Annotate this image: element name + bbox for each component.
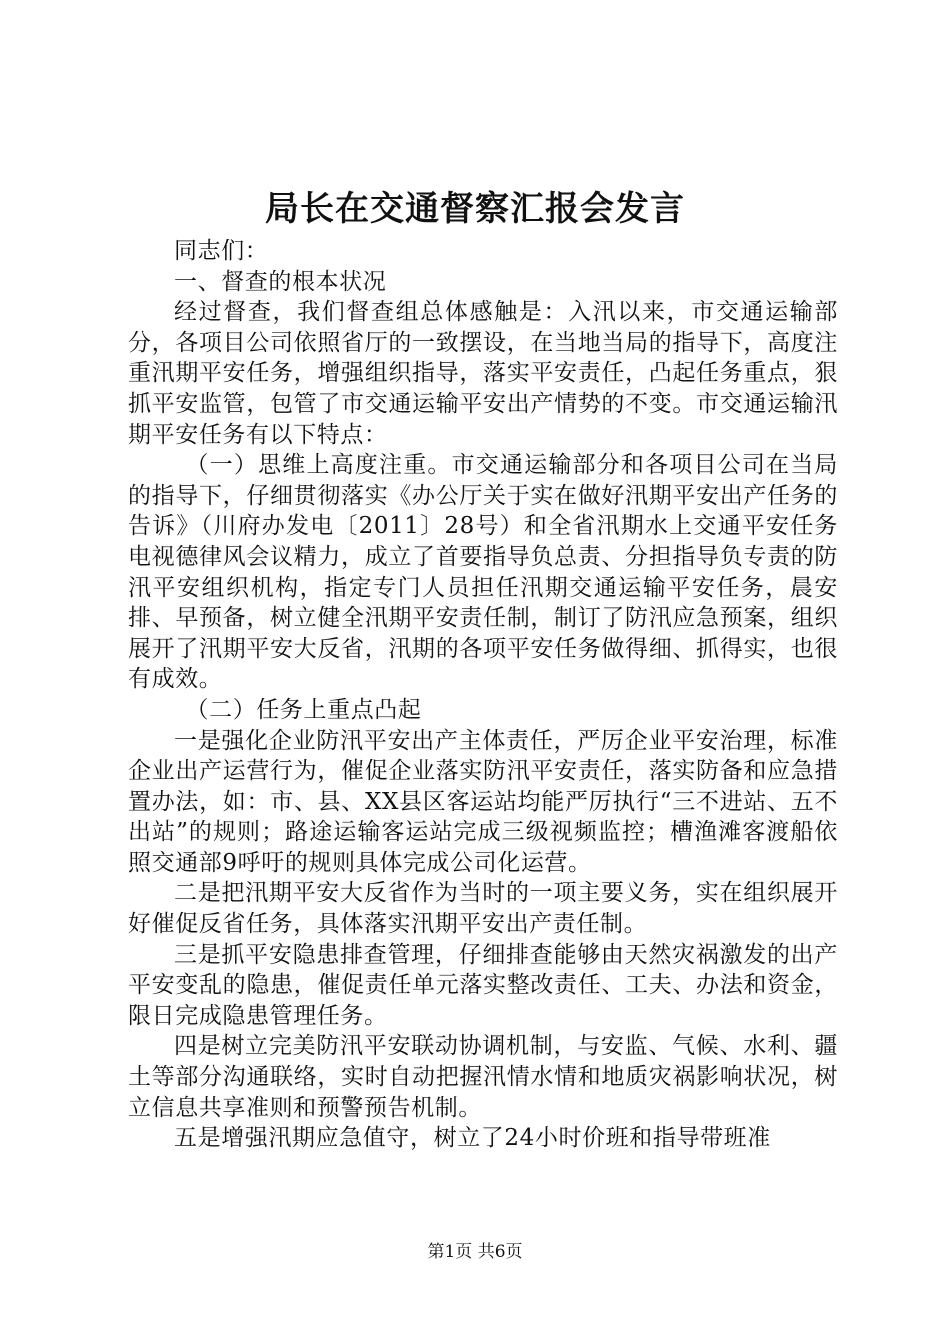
paragraph-item-1: 一是强化企业防汛平安出产主体责任，严厉企业平安治理，标准企业出产运营行为，催促企业落实防汛平安责任，落实防备和应急措置办法，如：市、县、XX县区客运站均能严厉执行“三不进站、五不出站”的规则；路途运输客运站完成三级视频监控；槽渔滩客渡船依照交通部9呼吁的规则具体完成公司化运营。 <box>128 727 838 876</box>
paragraph-subsection-1: （一）思维上高度注重。市交通运输部分和各项目公司在当局的指导下，仔细贯彻落实《办公厅关于实在做好汛期平安出产任务的告诉》（川府办发电〔2011〕28号）和全省汛期水上交通平安任务电视德律风会议精力，成立了首要指导负总责、分担指导负专责的防汛平安组织机构，指定专门人员担任汛期交通运输平安任务，晨安排、早预备，树立健全汛期平安责任制，制订了防汛应急预案，组织展开了汛期平安大反省，汛期的各项平安任务做得细、抓得实，也很有成效。 <box>128 452 838 693</box>
paragraph-intro: 经过督查，我们督查组总体感触是：入汛以来，市交通运输部分，各项目公司依照省厅的一致摆设，在当地当局的指导下，高度注重汛期平安任务，增强组织指导，落实平安责任，凸起任务重点，狠抓平安监管，包管了市交通运输平安出产情势的不变。市交通运输汛期平安任务有以下特点： <box>128 299 838 448</box>
paragraph-item-3: 三是抓平安隐患排查管理，仔细排查能够由天然灾祸激发的出产平安变乱的隐患，催促责任单元落实整改责任、工夫、办法和资金，限日完成隐患管理任务。 <box>128 941 838 1029</box>
greeting: 同志们： <box>174 238 269 264</box>
document-title: 局长在交通督察汇报会发言 <box>265 189 685 229</box>
subsection-2-heading: （二）任务上重点凸起 <box>185 696 422 723</box>
paragraph-item-4: 四是树立完美防汛平安联动协调机制，与安监、气候、水利、疆土等部分沟通联络，实时自动把握汛情水情和地质灾祸影响状况，树立信息共享准则和预警预告机制。 <box>128 1033 838 1121</box>
document-body <box>128 236 838 1154</box>
page-footer: 第1页 共6页 <box>427 1242 523 1262</box>
paragraph-item-2: 二是把汛期平安大反省作为当时的一项主要义务，实在组织展开好催促反省任务，具体落实汛期平安出产责任制。 <box>128 880 838 938</box>
section-heading: 一、督查的根本状况 <box>174 268 387 295</box>
paragraph-item-5: 五是增强汛期应急值守，树立了24小时价班和指导带班准 <box>174 1125 771 1152</box>
